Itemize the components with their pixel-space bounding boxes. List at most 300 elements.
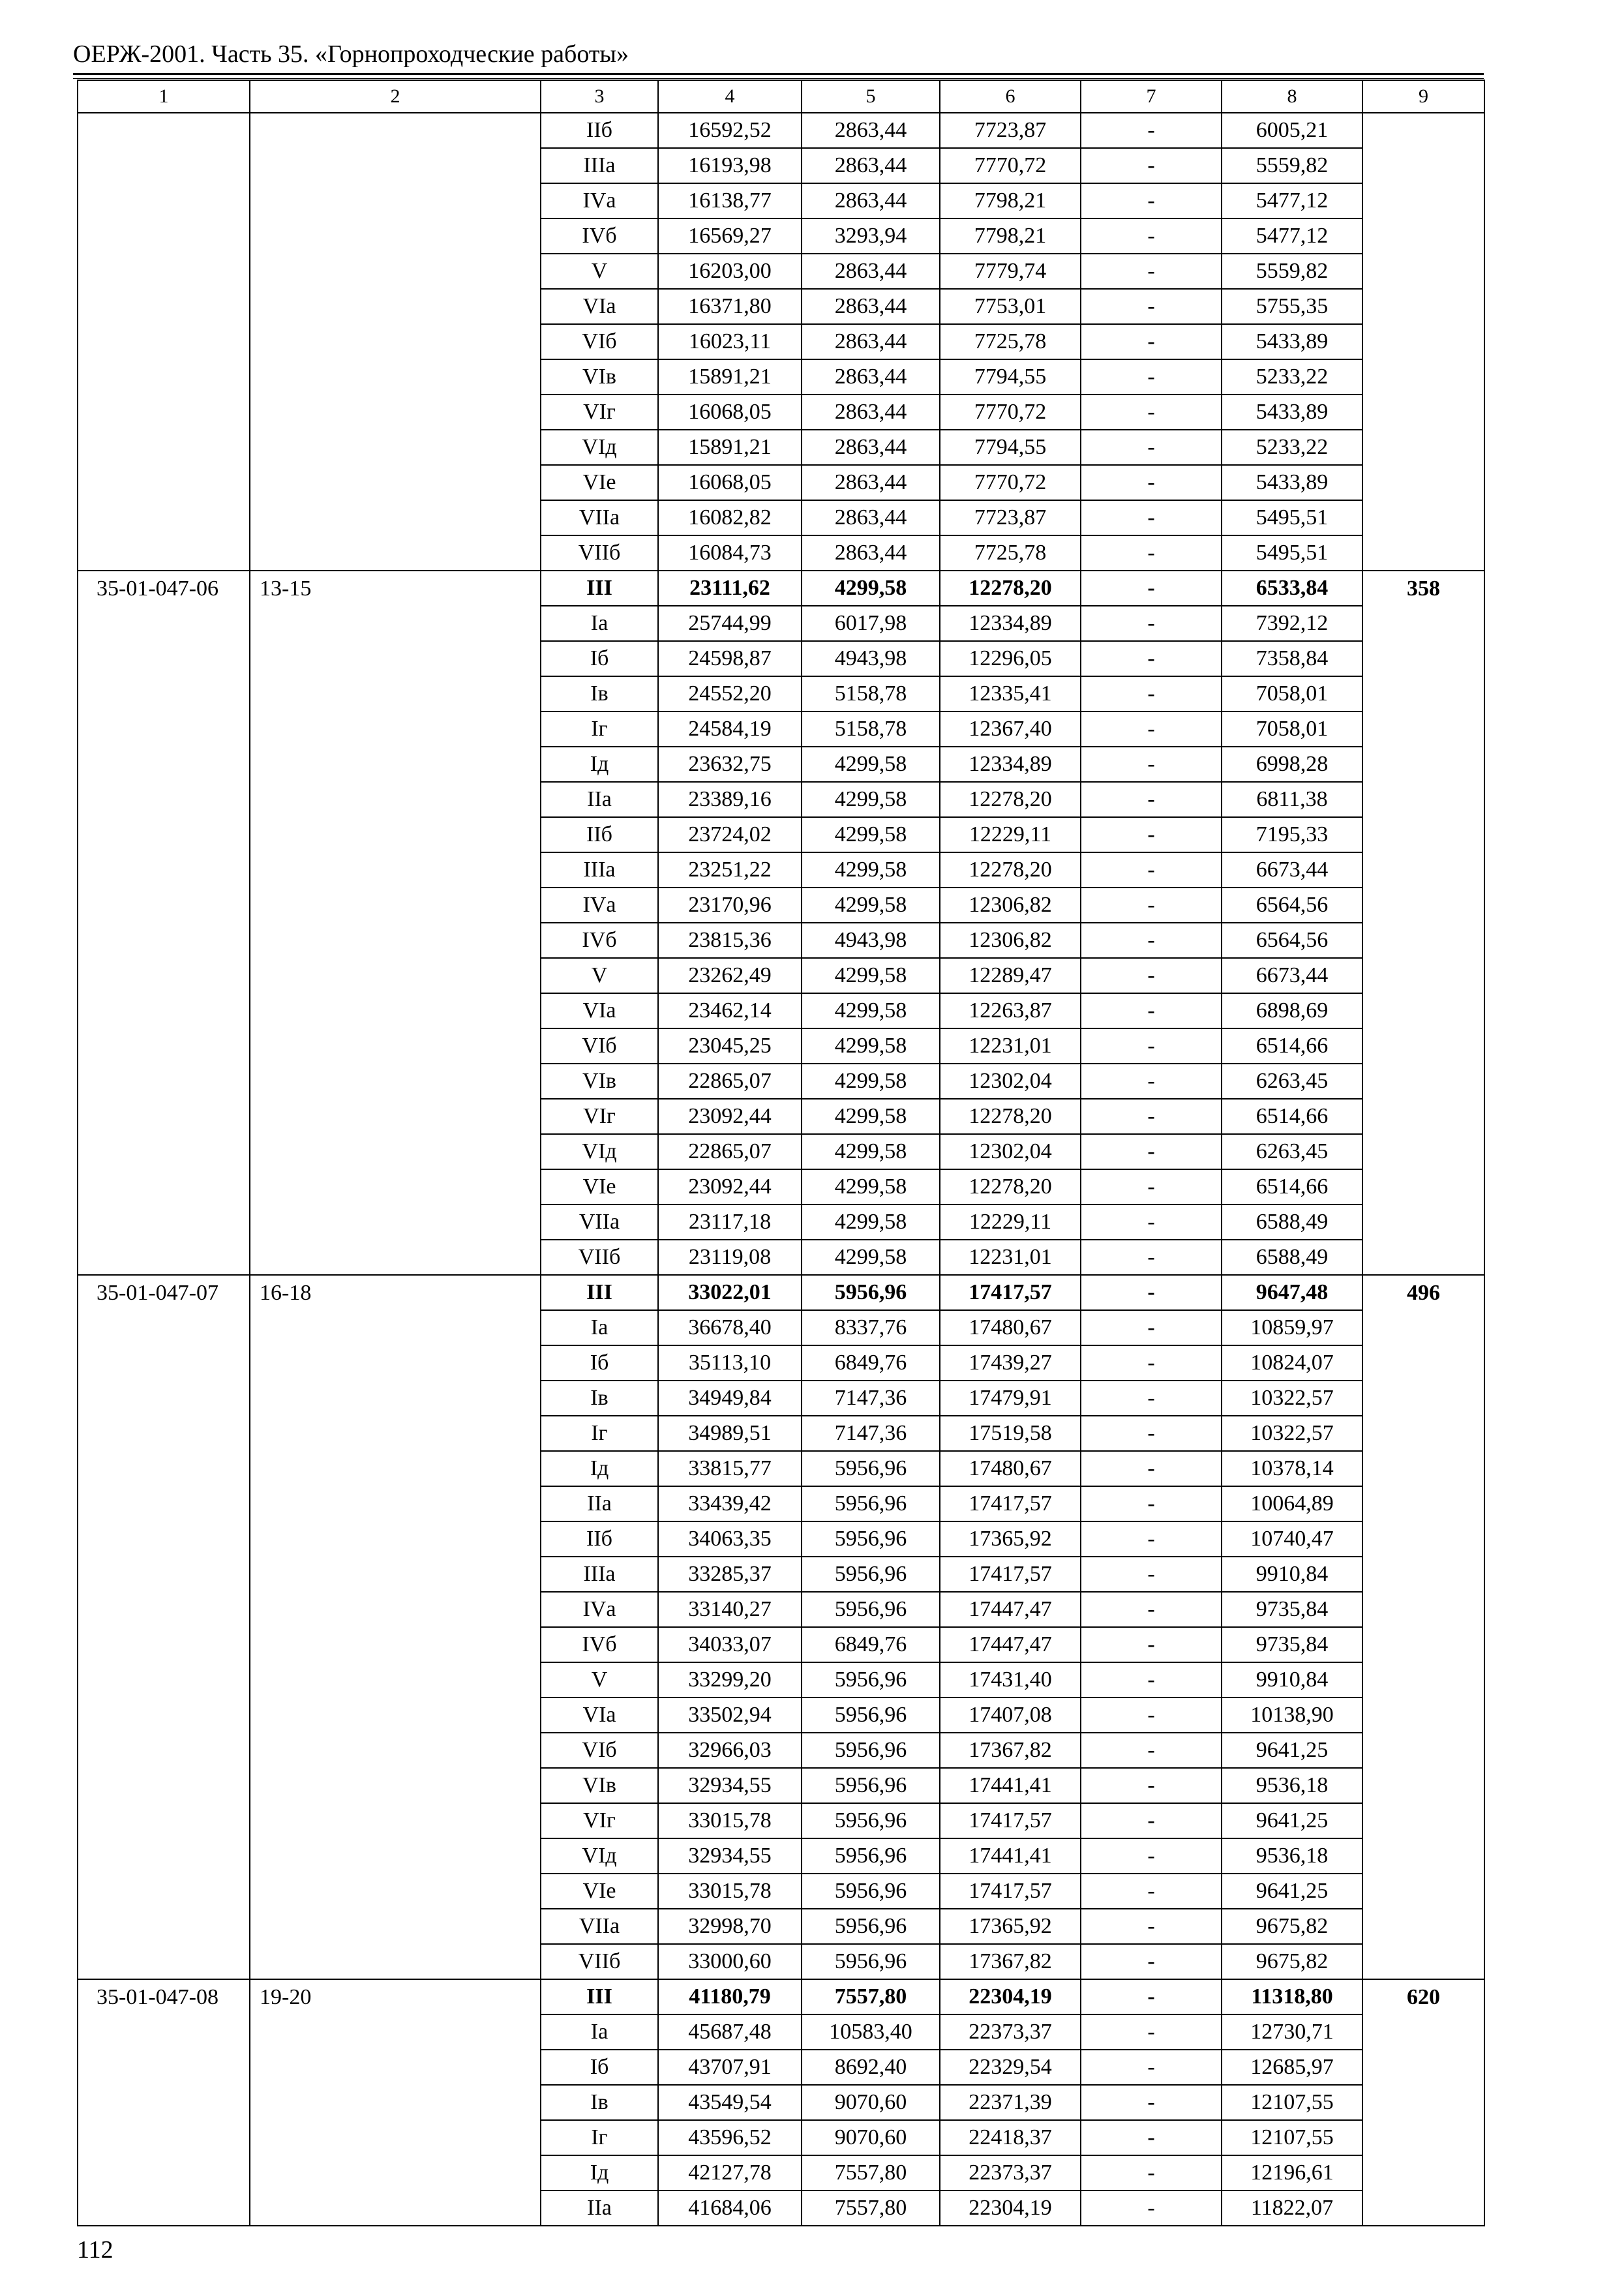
category-cell: Iв — [541, 676, 658, 711]
value-cell: 7794,55 — [940, 430, 1081, 465]
value-cell: 5956,96 — [802, 1874, 940, 1909]
value-cell: 23117,18 — [658, 1204, 802, 1240]
category-cell: III — [541, 571, 658, 606]
value-cell: 17447,47 — [940, 1592, 1081, 1627]
value-cell: 6514,66 — [1222, 1028, 1362, 1064]
value-cell: - — [1081, 465, 1222, 500]
value-cell: 2863,44 — [802, 289, 940, 324]
value-cell: 12107,55 — [1222, 2085, 1362, 2120]
value-cell: 11318,80 — [1222, 1979, 1362, 2014]
category-cell: VIг — [541, 1099, 658, 1134]
value-cell: 17441,41 — [940, 1838, 1081, 1874]
value-cell: 6588,49 — [1222, 1240, 1362, 1275]
value-cell: 2863,44 — [802, 359, 940, 395]
value-cell: 7794,55 — [940, 359, 1081, 395]
category-cell: IIа — [541, 2191, 658, 2226]
value-cell: 6811,38 — [1222, 782, 1362, 817]
value-cell: 7058,01 — [1222, 711, 1362, 747]
category-cell: IIб — [541, 817, 658, 852]
value-cell: - — [1081, 1204, 1222, 1240]
category-cell: VIд — [541, 430, 658, 465]
value-cell: - — [1081, 1028, 1222, 1064]
value-cell: 6514,66 — [1222, 1169, 1362, 1204]
section-cell: 16-18 — [250, 1275, 541, 1979]
table-row — [78, 1979, 1484, 2014]
value-cell: 5233,22 — [1222, 430, 1362, 465]
category-cell: IIа — [541, 782, 658, 817]
value-cell: 17439,27 — [940, 1345, 1081, 1381]
value-cell: 41684,06 — [658, 2191, 802, 2226]
value-cell: 4299,58 — [802, 747, 940, 782]
value-cell: 23251,22 — [658, 852, 802, 888]
category-cell: IIа — [541, 1486, 658, 1521]
value-cell: - — [1081, 1944, 1222, 1979]
value-cell: - — [1081, 289, 1222, 324]
category-cell: VIIб — [541, 1944, 658, 1979]
value-cell: 12334,89 — [940, 606, 1081, 641]
value-cell: 22418,37 — [940, 2120, 1081, 2155]
value-cell: 5956,96 — [802, 1768, 940, 1803]
value-cell: - — [1081, 888, 1222, 923]
category-cell: VIв — [541, 1768, 658, 1803]
category-cell: Iб — [541, 1345, 658, 1381]
category-cell: VIа — [541, 1698, 658, 1733]
value-cell: 23462,14 — [658, 993, 802, 1028]
value-cell: - — [1081, 852, 1222, 888]
value-cell: 5158,78 — [802, 676, 940, 711]
value-cell: 12229,11 — [940, 817, 1081, 852]
value-cell: 35113,10 — [658, 1345, 802, 1381]
value-cell: 4299,58 — [802, 1064, 940, 1099]
value-cell: 2863,44 — [802, 535, 940, 571]
value-cell: 12231,01 — [940, 1240, 1081, 1275]
value-cell: 10138,90 — [1222, 1698, 1362, 1733]
value-cell: 17447,47 — [940, 1627, 1081, 1662]
value-cell: 24552,20 — [658, 676, 802, 711]
column-number-3: 3 — [541, 80, 658, 113]
value-cell: 4299,58 — [802, 1240, 940, 1275]
value-cell: 17407,08 — [940, 1698, 1081, 1733]
value-cell: 17365,92 — [940, 1521, 1081, 1557]
category-cell: Iб — [541, 641, 658, 676]
value-cell: 23045,25 — [658, 1028, 802, 1064]
value-cell: - — [1081, 1381, 1222, 1416]
value-cell: 4299,58 — [802, 571, 940, 606]
value-cell: 17519,58 — [940, 1416, 1081, 1451]
value-cell: 9735,84 — [1222, 1592, 1362, 1627]
value-cell: 4299,58 — [802, 852, 940, 888]
value-cell: 32966,03 — [658, 1733, 802, 1768]
value-cell: 6005,21 — [1222, 113, 1362, 148]
value-cell: 33299,20 — [658, 1662, 802, 1698]
column-number-2: 2 — [250, 80, 541, 113]
value-cell: 33140,27 — [658, 1592, 802, 1627]
value-cell: - — [1081, 1099, 1222, 1134]
value-cell: 22373,37 — [940, 2014, 1081, 2050]
value-cell: 11822,07 — [1222, 2191, 1362, 2226]
value-cell: - — [1081, 1627, 1222, 1662]
value-cell: 6514,66 — [1222, 1099, 1362, 1134]
category-cell: IVа — [541, 1592, 658, 1627]
value-cell: 16082,82 — [658, 500, 802, 535]
value-cell: - — [1081, 1874, 1222, 1909]
value-cell: 12263,87 — [940, 993, 1081, 1028]
category-cell: Iв — [541, 2085, 658, 2120]
value-cell: 43596,52 — [658, 2120, 802, 2155]
category-cell: III — [541, 1275, 658, 1310]
value-cell: 4299,58 — [802, 1099, 940, 1134]
value-cell: 12730,71 — [1222, 2014, 1362, 2050]
value-cell: - — [1081, 1768, 1222, 1803]
category-cell: Iв — [541, 1381, 658, 1416]
value-cell: 10859,97 — [1222, 1310, 1362, 1345]
value-cell: 12302,04 — [940, 1134, 1081, 1169]
value-cell: 9070,60 — [802, 2085, 940, 2120]
value-cell: 2863,44 — [802, 395, 940, 430]
page-header-title: ОЕРЖ-2001. Часть 35. «Горнопроходческие работы» — [73, 40, 629, 68]
value-cell: 6588,49 — [1222, 1204, 1362, 1240]
value-cell: 33015,78 — [658, 1803, 802, 1838]
category-cell: IIIа — [541, 148, 658, 183]
value-cell: 7725,78 — [940, 324, 1081, 359]
category-cell: IVа — [541, 888, 658, 923]
category-cell: VIв — [541, 1064, 658, 1099]
value-cell: - — [1081, 2191, 1222, 2226]
value-cell: 4299,58 — [802, 1028, 940, 1064]
value-cell: 4299,58 — [802, 993, 940, 1028]
category-cell: VIIа — [541, 500, 658, 535]
value-cell: 12334,89 — [940, 747, 1081, 782]
value-cell: 23119,08 — [658, 1240, 802, 1275]
value-cell: - — [1081, 1451, 1222, 1486]
value-cell: - — [1081, 676, 1222, 711]
category-cell: IVб — [541, 1627, 658, 1662]
value-cell: - — [1081, 1698, 1222, 1733]
table-row — [78, 1275, 1484, 1310]
value-cell: 24598,87 — [658, 641, 802, 676]
value-cell: - — [1081, 782, 1222, 817]
category-cell: VIе — [541, 1874, 658, 1909]
value-cell: - — [1081, 359, 1222, 395]
value-cell: 32934,55 — [658, 1768, 802, 1803]
count-cell: 620 — [1362, 1979, 1484, 2226]
value-cell: - — [1081, 1838, 1222, 1874]
column-number-1: 1 — [78, 80, 250, 113]
value-cell: 41180,79 — [658, 1979, 802, 2014]
value-cell: 2863,44 — [802, 324, 940, 359]
value-cell: 7557,80 — [802, 1979, 940, 2014]
value-cell: 7392,12 — [1222, 606, 1362, 641]
value-cell: - — [1081, 923, 1222, 958]
value-cell: - — [1081, 1416, 1222, 1451]
value-cell: 9647,48 — [1222, 1275, 1362, 1310]
column-number-5: 5 — [802, 80, 940, 113]
value-cell: 45687,48 — [658, 2014, 802, 2050]
value-cell: - — [1081, 1310, 1222, 1345]
category-cell: IIб — [541, 113, 658, 148]
value-cell: - — [1081, 817, 1222, 852]
value-cell: - — [1081, 324, 1222, 359]
value-cell: - — [1081, 1733, 1222, 1768]
value-cell: - — [1081, 183, 1222, 218]
value-cell: 5477,12 — [1222, 183, 1362, 218]
value-cell: 12306,82 — [940, 888, 1081, 923]
value-cell: 5956,96 — [802, 1486, 940, 1521]
value-cell: 17417,57 — [940, 1275, 1081, 1310]
code-cell — [78, 113, 250, 571]
value-cell: 10824,07 — [1222, 1345, 1362, 1381]
category-cell: IIIа — [541, 1557, 658, 1592]
value-cell: 7358,84 — [1222, 641, 1362, 676]
category-cell: VIе — [541, 1169, 658, 1204]
value-cell: 33285,37 — [658, 1557, 802, 1592]
category-cell: VIIа — [541, 1204, 658, 1240]
value-cell: 15891,21 — [658, 430, 802, 465]
value-cell: - — [1081, 2085, 1222, 2120]
value-cell: - — [1081, 430, 1222, 465]
value-cell: 34033,07 — [658, 1627, 802, 1662]
category-cell: III — [541, 1979, 658, 2014]
value-cell: 9735,84 — [1222, 1627, 1362, 1662]
value-cell: 42127,78 — [658, 2155, 802, 2191]
value-cell: 17417,57 — [940, 1557, 1081, 1592]
value-cell: 5495,51 — [1222, 535, 1362, 571]
value-cell: - — [1081, 711, 1222, 747]
value-cell: 16138,77 — [658, 183, 802, 218]
value-cell: 16569,27 — [658, 218, 802, 254]
value-cell: 23389,16 — [658, 782, 802, 817]
category-cell: IVа — [541, 183, 658, 218]
value-cell: - — [1081, 113, 1222, 148]
value-cell: 12296,05 — [940, 641, 1081, 676]
value-cell: 2863,44 — [802, 465, 940, 500]
value-cell: 5559,82 — [1222, 254, 1362, 289]
value-cell: 5956,96 — [802, 1592, 940, 1627]
value-cell: 22329,54 — [940, 2050, 1081, 2085]
value-cell: 5956,96 — [802, 1838, 940, 1874]
value-cell: 22304,19 — [940, 1979, 1081, 2014]
value-cell: 16592,52 — [658, 113, 802, 148]
value-cell: 7798,21 — [940, 218, 1081, 254]
category-cell: VIIб — [541, 535, 658, 571]
value-cell: - — [1081, 1064, 1222, 1099]
category-cell: VIа — [541, 993, 658, 1028]
value-cell: 9641,25 — [1222, 1733, 1362, 1768]
value-cell: 7147,36 — [802, 1381, 940, 1416]
category-cell: VIIб — [541, 1240, 658, 1275]
value-cell: 6849,76 — [802, 1627, 940, 1662]
value-cell: 10322,57 — [1222, 1416, 1362, 1451]
value-cell: 17480,67 — [940, 1310, 1081, 1345]
category-cell: VIб — [541, 1028, 658, 1064]
value-cell: 12367,40 — [940, 711, 1081, 747]
value-cell: 17479,91 — [940, 1381, 1081, 1416]
value-cell: 6017,98 — [802, 606, 940, 641]
category-cell: V — [541, 1662, 658, 1698]
value-cell: 17417,57 — [940, 1874, 1081, 1909]
value-cell: 10064,89 — [1222, 1486, 1362, 1521]
value-cell: 17480,67 — [940, 1451, 1081, 1486]
category-cell: VIд — [541, 1838, 658, 1874]
value-cell: 25744,99 — [658, 606, 802, 641]
value-cell: 7770,72 — [940, 465, 1081, 500]
value-cell: 16203,00 — [658, 254, 802, 289]
value-cell: 7195,33 — [1222, 817, 1362, 852]
value-cell: 23724,02 — [658, 817, 802, 852]
value-cell: 5433,89 — [1222, 395, 1362, 430]
value-cell: 12278,20 — [940, 782, 1081, 817]
value-cell: - — [1081, 747, 1222, 782]
value-cell: - — [1081, 1345, 1222, 1381]
value-cell: 5956,96 — [802, 1803, 940, 1838]
value-cell: - — [1081, 1909, 1222, 1944]
value-cell: 6849,76 — [802, 1345, 940, 1381]
value-cell: 33000,60 — [658, 1944, 802, 1979]
value-cell: 5433,89 — [1222, 324, 1362, 359]
value-cell: 22865,07 — [658, 1134, 802, 1169]
value-cell: - — [1081, 2120, 1222, 2155]
value-cell: 23170,96 — [658, 888, 802, 923]
value-cell: 16068,05 — [658, 395, 802, 430]
value-cell: 17367,82 — [940, 1733, 1081, 1768]
value-cell: 12196,61 — [1222, 2155, 1362, 2191]
value-cell: 6564,56 — [1222, 888, 1362, 923]
value-cell: 16371,80 — [658, 289, 802, 324]
category-cell: Iг — [541, 2120, 658, 2155]
value-cell: 12107,55 — [1222, 2120, 1362, 2155]
value-cell: 5956,96 — [802, 1451, 940, 1486]
header-rule-thick — [73, 73, 1484, 75]
code-cell: 35-01-047-07 — [78, 1275, 250, 1979]
value-cell: 22373,37 — [940, 2155, 1081, 2191]
value-cell: 7725,78 — [940, 535, 1081, 571]
category-cell: VIв — [541, 359, 658, 395]
value-cell: - — [1081, 1134, 1222, 1169]
value-cell: 5559,82 — [1222, 148, 1362, 183]
value-cell: 5495,51 — [1222, 500, 1362, 535]
value-cell: 4299,58 — [802, 888, 940, 923]
value-cell: 22371,39 — [940, 2085, 1081, 2120]
value-cell: - — [1081, 1240, 1222, 1275]
value-cell: 7723,87 — [940, 500, 1081, 535]
category-cell: Iд — [541, 1451, 658, 1486]
value-cell: 2863,44 — [802, 500, 940, 535]
value-cell: 17367,82 — [940, 1944, 1081, 1979]
value-cell: 12685,97 — [1222, 2050, 1362, 2085]
value-cell: 16023,11 — [658, 324, 802, 359]
value-cell: 33015,78 — [658, 1874, 802, 1909]
value-cell: 4299,58 — [802, 1134, 940, 1169]
value-cell: 5755,35 — [1222, 289, 1362, 324]
value-cell: 9536,18 — [1222, 1768, 1362, 1803]
value-cell: 12278,20 — [940, 1169, 1081, 1204]
value-cell: 9675,82 — [1222, 1944, 1362, 1979]
value-cell: 5956,96 — [802, 1944, 940, 1979]
category-cell: Iд — [541, 2155, 658, 2191]
value-cell: 8337,76 — [802, 1310, 940, 1345]
value-cell: 7557,80 — [802, 2155, 940, 2191]
value-cell: 5158,78 — [802, 711, 940, 747]
value-cell: 9641,25 — [1222, 1803, 1362, 1838]
value-cell: 34949,84 — [658, 1381, 802, 1416]
value-cell: - — [1081, 606, 1222, 641]
category-cell: IIIа — [541, 852, 658, 888]
value-cell: 4299,58 — [802, 1204, 940, 1240]
value-cell: 9910,84 — [1222, 1557, 1362, 1592]
value-cell: - — [1081, 1486, 1222, 1521]
value-cell: 7753,01 — [940, 289, 1081, 324]
value-cell: 43707,91 — [658, 2050, 802, 2085]
section-cell: 13-15 — [250, 571, 541, 1275]
value-cell: 23092,44 — [658, 1169, 802, 1204]
value-cell: 6533,84 — [1222, 571, 1362, 606]
value-cell: 2863,44 — [802, 148, 940, 183]
value-cell: 3293,94 — [802, 218, 940, 254]
category-cell: IIб — [541, 1521, 658, 1557]
value-cell: 24584,19 — [658, 711, 802, 747]
value-cell: - — [1081, 535, 1222, 571]
value-cell: - — [1081, 1169, 1222, 1204]
value-cell: 5956,96 — [802, 1909, 940, 1944]
value-cell: 10378,14 — [1222, 1451, 1362, 1486]
value-cell: 12306,82 — [940, 923, 1081, 958]
value-cell: 8692,40 — [802, 2050, 940, 2085]
table-header-row — [78, 80, 1484, 113]
category-cell: Iг — [541, 1416, 658, 1451]
value-cell: 9641,25 — [1222, 1874, 1362, 1909]
value-cell: - — [1081, 1662, 1222, 1698]
value-cell: 5956,96 — [802, 1733, 940, 1768]
count-cell: 496 — [1362, 1275, 1484, 1979]
column-number-9: 9 — [1362, 80, 1484, 113]
value-cell: 5477,12 — [1222, 218, 1362, 254]
header-rule-thin — [73, 78, 1484, 79]
section-cell: 19-20 — [250, 1979, 541, 2226]
value-cell: 32998,70 — [658, 1909, 802, 1944]
value-cell: 33502,94 — [658, 1698, 802, 1733]
value-cell: 7770,72 — [940, 395, 1081, 430]
section-cell — [250, 113, 541, 571]
value-cell: 7723,87 — [940, 113, 1081, 148]
value-cell: 23092,44 — [658, 1099, 802, 1134]
value-cell: - — [1081, 1803, 1222, 1838]
value-cell: 22865,07 — [658, 1064, 802, 1099]
category-cell: IVб — [541, 218, 658, 254]
value-cell: 12231,01 — [940, 1028, 1081, 1064]
value-cell: - — [1081, 148, 1222, 183]
value-cell: 16084,73 — [658, 535, 802, 571]
value-cell: 33022,01 — [658, 1275, 802, 1310]
value-cell: 5233,22 — [1222, 359, 1362, 395]
value-cell: 4299,58 — [802, 958, 940, 993]
count-cell — [1362, 113, 1484, 571]
value-cell: - — [1081, 2014, 1222, 2050]
value-cell: 23262,49 — [658, 958, 802, 993]
value-cell: 5956,96 — [802, 1521, 940, 1557]
value-cell: 17365,92 — [940, 1909, 1081, 1944]
value-cell: 7779,74 — [940, 254, 1081, 289]
value-cell: - — [1081, 254, 1222, 289]
value-cell: 5956,96 — [802, 1698, 940, 1733]
page-number: 112 — [77, 2236, 113, 2264]
value-cell: 7798,21 — [940, 183, 1081, 218]
value-cell: - — [1081, 1275, 1222, 1310]
value-cell: 17441,41 — [940, 1768, 1081, 1803]
value-cell: 17431,40 — [940, 1662, 1081, 1698]
value-cell: 5956,96 — [802, 1557, 940, 1592]
value-cell: 17417,57 — [940, 1486, 1081, 1521]
value-cell: 32934,55 — [658, 1838, 802, 1874]
